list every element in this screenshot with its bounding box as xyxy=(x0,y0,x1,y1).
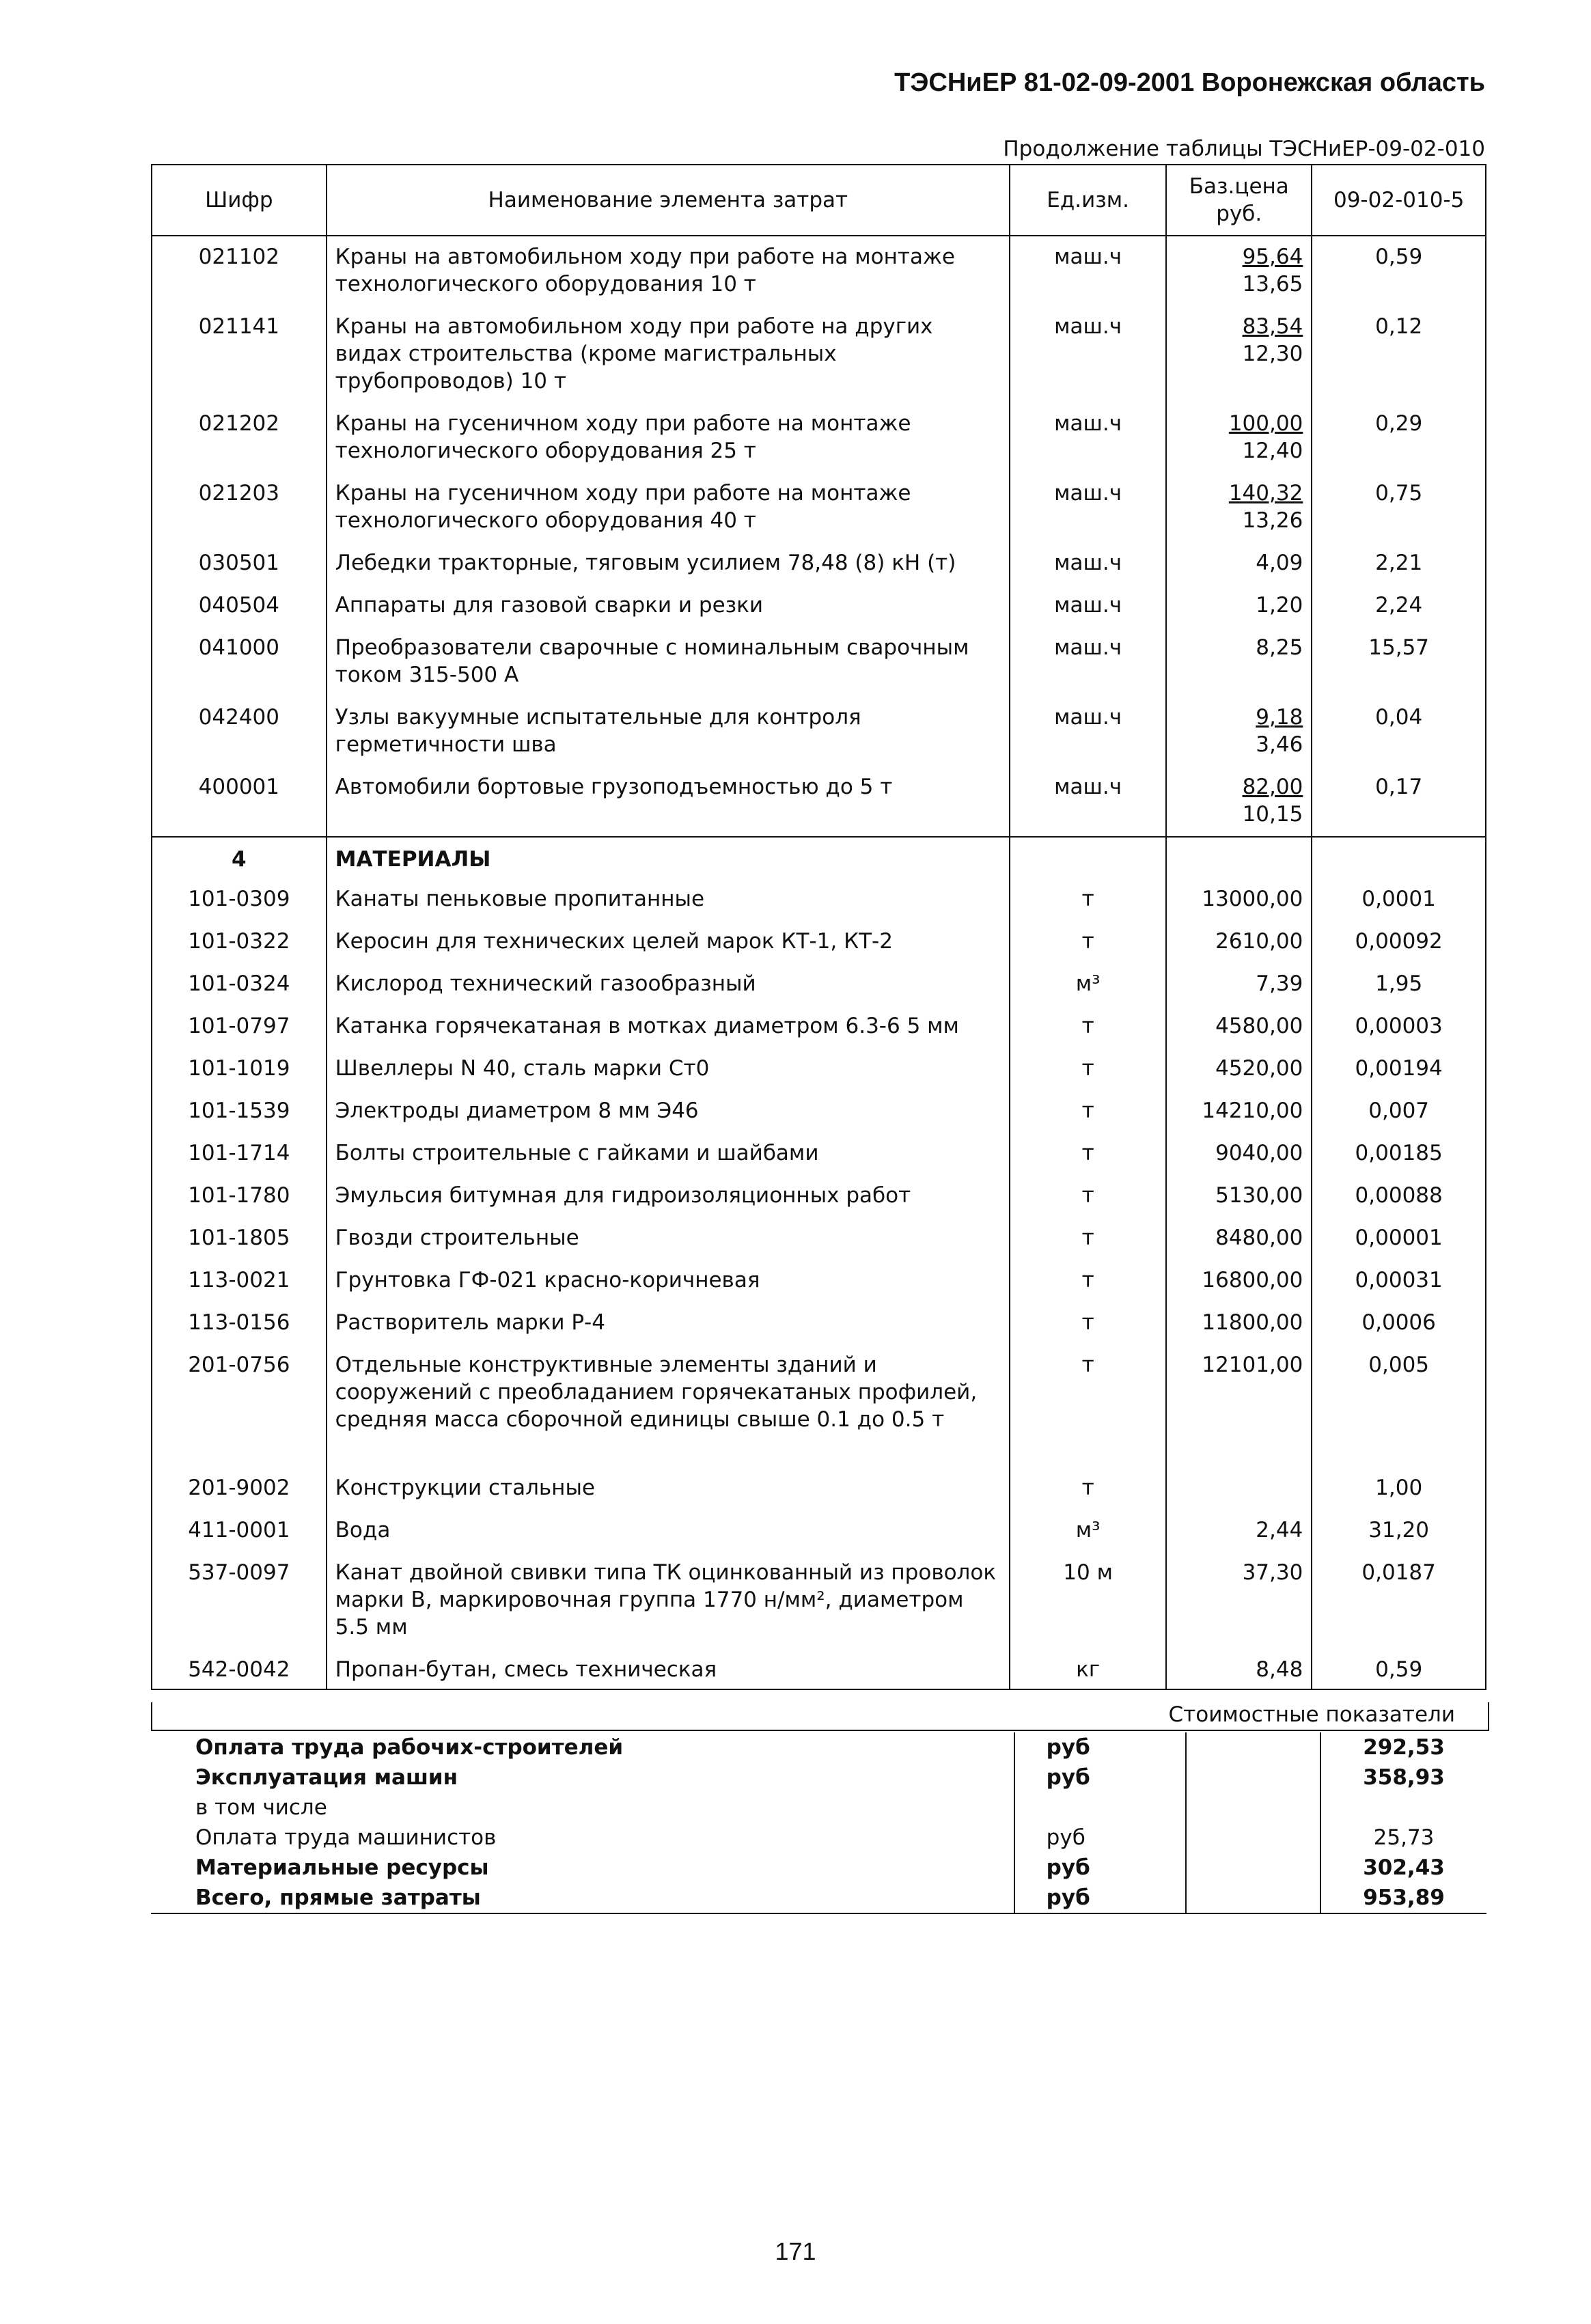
resource-code: 101-1805 xyxy=(152,1217,327,1260)
resource-price: 37,30 xyxy=(1166,1552,1312,1649)
table-row xyxy=(152,1217,1486,1260)
resource-price: 8,48 xyxy=(1166,1649,1312,1689)
resource-price xyxy=(1166,697,1312,766)
table-row xyxy=(152,1649,1486,1689)
table-row xyxy=(152,1467,1486,1510)
resource-unit: м³ xyxy=(1010,963,1166,1006)
resource-name: Лебедки тракторные, тяговым усилием 78,48 (8) кН (т) xyxy=(327,542,1010,585)
resource-name: Грунтовка ГФ-021 красно-коричневая xyxy=(327,1260,1010,1302)
resource-quantity: 0,00031 xyxy=(1312,1260,1486,1302)
resource-name: Катанка горячекатаная в мотках диаметром 6.3-6 5 мм xyxy=(327,1006,1010,1048)
resource-unit: 10 м xyxy=(1010,1552,1166,1649)
cost-indicators-caption xyxy=(151,1702,1489,1731)
table-row xyxy=(152,963,1486,1006)
resource-name: Краны на автомобильном ходу при работе на монтаже технологического оборудования 10 т xyxy=(327,236,1010,306)
summary-label: Всего, прямые затраты xyxy=(195,1885,481,1910)
resource-price: 12101,00 xyxy=(1166,1344,1312,1467)
table-row xyxy=(152,697,1486,766)
resource-quantity: 0,00194 xyxy=(1312,1048,1486,1090)
document-title: ТЭСНиЕР 81-02-09-2001 Воронежская область xyxy=(894,68,1485,97)
resource-unit: т xyxy=(1010,1467,1166,1510)
resource-quantity: 0,00088 xyxy=(1312,1175,1486,1217)
summary-row xyxy=(151,1883,1486,1913)
resource-code: 113-0021 xyxy=(152,1260,327,1302)
resource-quantity: 0,29 xyxy=(1312,403,1486,473)
resource-quantity: 0,00185 xyxy=(1312,1133,1486,1175)
empty-cell xyxy=(1186,1853,1321,1883)
summary-label: Материальные ресурсы xyxy=(195,1855,489,1880)
summary-unit: руб xyxy=(1014,1883,1186,1913)
table-row xyxy=(152,1552,1486,1649)
table-row xyxy=(152,1510,1486,1552)
resource-name: Пропан-бутан, смесь техническая xyxy=(327,1649,1010,1689)
resource-code: 021202 xyxy=(152,403,327,473)
empty-cell xyxy=(1010,837,1166,879)
resource-unit: маш.ч xyxy=(1010,585,1166,627)
resource-quantity: 0,75 xyxy=(1312,473,1486,542)
summary-value: 302,43 xyxy=(1320,1853,1486,1883)
resource-unit: маш.ч xyxy=(1010,473,1166,542)
resource-unit: м³ xyxy=(1010,1510,1166,1552)
summary-row xyxy=(151,1853,1486,1883)
table-row xyxy=(152,585,1486,627)
resource-name: Керосин для технических целей марок КТ-1, КТ-2 xyxy=(327,921,1010,963)
resource-unit: т xyxy=(1010,921,1166,963)
cost-summary-table xyxy=(151,1732,1486,1914)
resource-price: 5130,00 xyxy=(1166,1175,1312,1217)
resource-name: Автомобили бортовые грузоподъемностью до 5 т xyxy=(327,766,1010,837)
resource-code: 101-1780 xyxy=(152,1175,327,1217)
resource-quantity: 0,0001 xyxy=(1312,879,1486,921)
resource-price: 13000,00 xyxy=(1166,879,1312,921)
resource-quantity: 1,00 xyxy=(1312,1467,1486,1510)
resource-quantity: 0,0006 xyxy=(1312,1302,1486,1344)
resource-price xyxy=(1166,585,1312,627)
summary-value xyxy=(1320,1793,1486,1823)
table-row xyxy=(152,921,1486,963)
operator-wage-price: 12,40 xyxy=(1242,439,1303,463)
resource-code: 021141 xyxy=(152,306,327,403)
base-price: 95,64 xyxy=(1242,245,1303,269)
resource-code: 021102 xyxy=(152,236,327,306)
resource-name: Канаты пеньковые пропитанные xyxy=(327,879,1010,921)
resource-price xyxy=(1166,1467,1312,1510)
resource-name: Краны на гусеничном ходу при работе на монтаже технологического оборудования 40 т xyxy=(327,473,1010,542)
resource-price xyxy=(1166,542,1312,585)
resource-name: Отдельные конструктивные элементы зданий и сооружений с преобладанием горячекатаных профилей, средняя масса сборочной единицы свыше 0.1 до 0.5 т xyxy=(327,1344,1010,1467)
summary-label: Оплата труда рабочих-строителей xyxy=(195,1735,624,1760)
empty-cell xyxy=(1186,1793,1321,1823)
base-price: 8,25 xyxy=(1256,635,1303,660)
table-continuation-caption: Продолжение таблицы ТЭСНиЕР-09-02-010 xyxy=(1003,137,1485,161)
resource-unit: маш.ч xyxy=(1010,766,1166,837)
resource-quantity: 0,17 xyxy=(1312,766,1486,837)
base-price: 82,00 xyxy=(1242,775,1303,799)
resource-unit: т xyxy=(1010,1006,1166,1048)
resource-name: Швеллеры N 40, сталь марки Ст0 xyxy=(327,1048,1010,1090)
resource-price xyxy=(1166,306,1312,403)
empty-cell xyxy=(1186,1732,1321,1762)
resource-unit: маш.ч xyxy=(1010,236,1166,306)
table-row xyxy=(152,473,1486,542)
resource-price: 2,44 xyxy=(1166,1510,1312,1552)
summary-row xyxy=(151,1793,1486,1823)
resource-unit: т xyxy=(1010,1090,1166,1133)
base-price: 1,20 xyxy=(1256,593,1303,618)
table-row xyxy=(152,236,1486,306)
resource-name: Преобразователи сварочные с номинальным сварочным током 315-500 А xyxy=(327,627,1010,697)
resource-code: 021203 xyxy=(152,473,327,542)
resource-code: 411-0001 xyxy=(152,1510,327,1552)
resource-price: 4580,00 xyxy=(1166,1006,1312,1048)
table-header-row xyxy=(152,165,1486,236)
table-row xyxy=(152,1302,1486,1344)
summary-label: Эксплуатация машин xyxy=(195,1765,458,1790)
resource-quantity: 0,59 xyxy=(1312,1649,1486,1689)
resource-unit: т xyxy=(1010,1302,1166,1344)
resource-code: 101-1714 xyxy=(152,1133,327,1175)
table-row xyxy=(152,627,1486,697)
resource-name: Узлы вакуумные испытательные для контроля герметичности шва xyxy=(327,697,1010,766)
resource-quantity: 0,005 xyxy=(1312,1344,1486,1467)
resource-quantity: 0,0187 xyxy=(1312,1552,1486,1649)
resource-price xyxy=(1166,627,1312,697)
resource-quantity: 0,04 xyxy=(1312,697,1486,766)
summary-value: 953,89 xyxy=(1320,1883,1486,1913)
resource-quantity: 0,00003 xyxy=(1312,1006,1486,1048)
resource-code: 201-9002 xyxy=(152,1467,327,1510)
resource-code: 542-0042 xyxy=(152,1649,327,1689)
resource-unit: т xyxy=(1010,1217,1166,1260)
table-row xyxy=(152,1090,1486,1133)
summary-unit: руб xyxy=(1014,1853,1186,1883)
table-row xyxy=(152,1260,1486,1302)
table-row xyxy=(152,1133,1486,1175)
base-price: 83,54 xyxy=(1242,314,1303,339)
cost-indicators-label: Стоимостные показатели xyxy=(1168,1702,1455,1727)
resource-quantity: 1,95 xyxy=(1312,963,1486,1006)
resource-quantity: 0,00001 xyxy=(1312,1217,1486,1260)
resource-code: 400001 xyxy=(152,766,327,837)
base-price: 4,09 xyxy=(1256,551,1303,575)
resource-name: Болты строительные с гайками и шайбами xyxy=(327,1133,1010,1175)
table-row xyxy=(152,1344,1486,1467)
table-row xyxy=(152,403,1486,473)
table-row xyxy=(152,1175,1486,1217)
resource-code: 101-0324 xyxy=(152,963,327,1006)
column-header-name: Наименование элемента затрат xyxy=(327,165,1010,236)
resource-code: 201-0756 xyxy=(152,1344,327,1467)
resource-name: Эмульсия битумная для гидроизоляционных работ xyxy=(327,1175,1010,1217)
resource-quantity: 2,21 xyxy=(1312,542,1486,585)
resource-price: 8480,00 xyxy=(1166,1217,1312,1260)
operator-wage-price: 13,65 xyxy=(1242,272,1303,296)
table-row xyxy=(152,1048,1486,1090)
table-row xyxy=(152,542,1486,585)
base-price: 100,00 xyxy=(1228,411,1303,436)
section-number: 4 xyxy=(152,837,327,879)
summary-unit: руб xyxy=(1014,1762,1186,1793)
column-header-unit: Ед.изм. xyxy=(1010,165,1166,236)
resource-quantity: 31,20 xyxy=(1312,1510,1486,1552)
resource-quantity: 0,00092 xyxy=(1312,921,1486,963)
operator-wage-price: 13,26 xyxy=(1242,508,1303,533)
resource-unit: маш.ч xyxy=(1010,306,1166,403)
table-row xyxy=(152,1006,1486,1048)
resource-unit: кг xyxy=(1010,1649,1166,1689)
column-header-price: Баз.цена руб. xyxy=(1166,165,1312,236)
summary-row xyxy=(151,1732,1486,1762)
summary-value: 25,73 xyxy=(1320,1823,1486,1853)
resource-price xyxy=(1166,766,1312,837)
empty-cell xyxy=(1186,1823,1321,1853)
resource-unit: т xyxy=(1010,879,1166,921)
resource-price: 2610,00 xyxy=(1166,921,1312,963)
summary-value: 358,93 xyxy=(1320,1762,1486,1793)
resource-name: Гвозди строительные xyxy=(327,1217,1010,1260)
resource-price xyxy=(1166,403,1312,473)
page-number: 171 xyxy=(775,2237,816,2265)
resource-unit: маш.ч xyxy=(1010,542,1166,585)
resource-unit: маш.ч xyxy=(1010,627,1166,697)
empty-cell xyxy=(1186,1762,1321,1793)
summary-label: в том числе xyxy=(195,1795,327,1820)
resource-name: Электроды диаметром 8 мм Э46 xyxy=(327,1090,1010,1133)
empty-cell xyxy=(1166,837,1312,879)
resource-unit: т xyxy=(1010,1344,1166,1467)
summary-unit xyxy=(1014,1793,1186,1823)
resource-code: 101-1019 xyxy=(152,1048,327,1090)
resource-unit: маш.ч xyxy=(1010,403,1166,473)
resource-unit: маш.ч xyxy=(1010,697,1166,766)
resource-name: Растворитель марки Р-4 xyxy=(327,1302,1010,1344)
operator-wage-price: 12,30 xyxy=(1242,342,1303,366)
resource-price xyxy=(1166,473,1312,542)
summary-unit: руб xyxy=(1014,1732,1186,1762)
resource-price: 11800,00 xyxy=(1166,1302,1312,1344)
resource-price: 16800,00 xyxy=(1166,1260,1312,1302)
resource-price: 7,39 xyxy=(1166,963,1312,1006)
summary-label: Оплата труда машинистов xyxy=(195,1825,497,1850)
resource-name: Кислород технический газообразный xyxy=(327,963,1010,1006)
resource-unit: т xyxy=(1010,1048,1166,1090)
resource-quantity: 0,59 xyxy=(1312,236,1486,306)
resource-price: 9040,00 xyxy=(1166,1133,1312,1175)
table-row xyxy=(152,306,1486,403)
resource-code: 041000 xyxy=(152,627,327,697)
resource-unit: т xyxy=(1010,1175,1166,1217)
resource-code: 042400 xyxy=(152,697,327,766)
resource-unit: т xyxy=(1010,1260,1166,1302)
resource-name: Аппараты для газовой сварки и резки xyxy=(327,585,1010,627)
resource-price: 4520,00 xyxy=(1166,1048,1312,1090)
summary-value: 292,53 xyxy=(1320,1732,1486,1762)
resource-code: 101-1539 xyxy=(152,1090,327,1133)
base-price: 140,32 xyxy=(1228,481,1303,506)
summary-row xyxy=(151,1823,1486,1853)
resource-quantity: 0,007 xyxy=(1312,1090,1486,1133)
table-row xyxy=(152,766,1486,837)
table-row xyxy=(152,879,1486,921)
resource-code: 113-0156 xyxy=(152,1302,327,1344)
column-header-code: Шифр xyxy=(152,165,327,236)
empty-cell xyxy=(1312,837,1486,879)
resource-name: Конструкции стальные xyxy=(327,1467,1010,1510)
section-row-materials xyxy=(152,837,1486,879)
resource-quantity: 0,12 xyxy=(1312,306,1486,403)
resource-unit: т xyxy=(1010,1133,1166,1175)
resource-name: Канат двойной свивки типа ТК оцинкованный из проволок марки В, маркировочная группа 1770 н/мм², диаметром 5.5 мм xyxy=(327,1552,1010,1649)
resource-price: 14210,00 xyxy=(1166,1090,1312,1133)
resource-price xyxy=(1166,236,1312,306)
base-price: 9,18 xyxy=(1256,705,1303,730)
resource-quantity: 2,24 xyxy=(1312,585,1486,627)
resource-quantity: 15,57 xyxy=(1312,627,1486,697)
resource-name: Вода xyxy=(327,1510,1010,1552)
summary-unit: руб xyxy=(1014,1823,1186,1853)
resource-name: Краны на гусеничном ходу при работе на монтаже технологического оборудования 25 т xyxy=(327,403,1010,473)
operator-wage-price: 10,15 xyxy=(1242,802,1303,827)
resource-code: 101-0797 xyxy=(152,1006,327,1048)
resource-code: 101-0322 xyxy=(152,921,327,963)
summary-row xyxy=(151,1762,1486,1793)
resource-code: 101-0309 xyxy=(152,879,327,921)
section-title: МАТЕРИАЛЫ xyxy=(327,837,1010,879)
resource-code: 030501 xyxy=(152,542,327,585)
resource-code: 537-0097 xyxy=(152,1552,327,1649)
empty-cell xyxy=(1186,1883,1321,1913)
resource-table xyxy=(151,164,1486,1690)
resource-name: Краны на автомобильном ходу при работе на других видах строительства (кроме магистральных трубопроводов) 10 т xyxy=(327,306,1010,403)
resource-code: 040504 xyxy=(152,585,327,627)
operator-wage-price: 3,46 xyxy=(1256,732,1303,757)
column-header-value: 09-02-010-5 xyxy=(1312,165,1486,236)
